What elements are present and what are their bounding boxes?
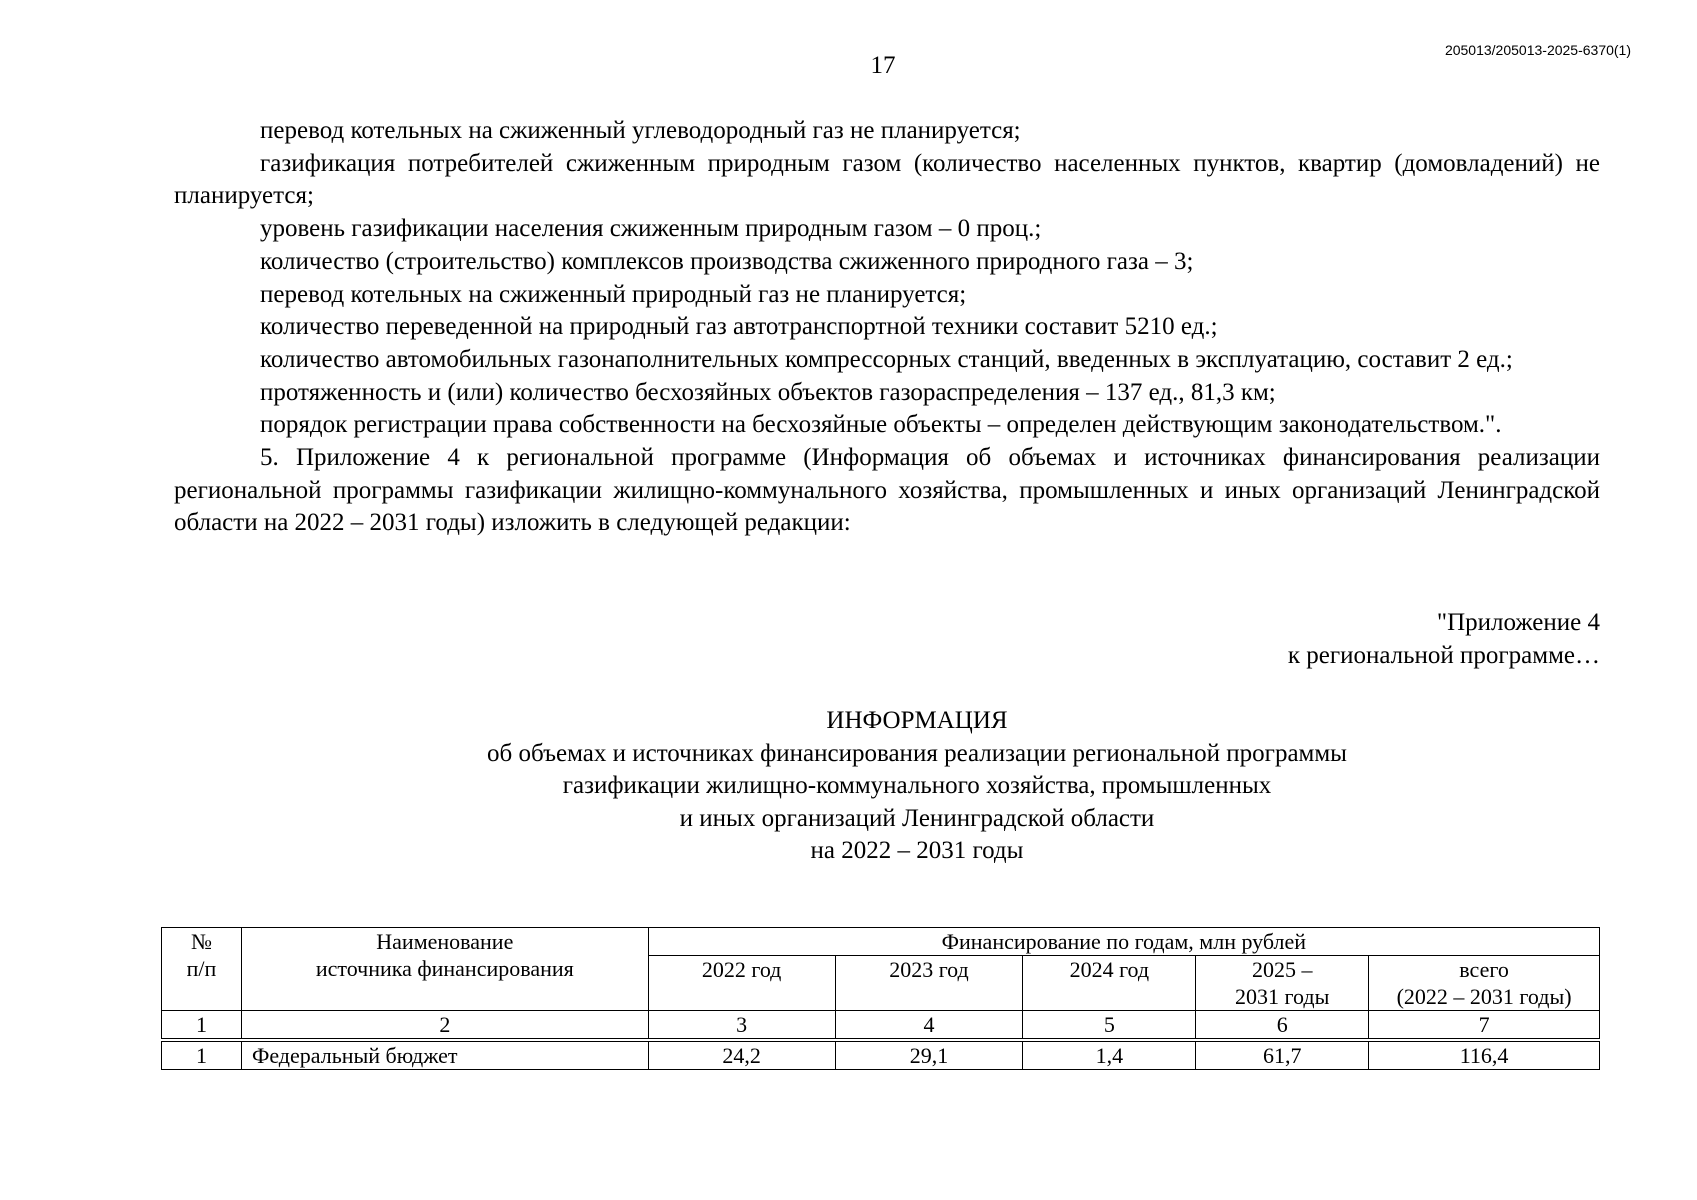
row-value-2022: 24,2 bbox=[648, 1040, 835, 1070]
title-line: на 2022 – 2031 годы bbox=[810, 837, 1024, 864]
row-source-name: Федеральный бюджет bbox=[241, 1040, 648, 1070]
col-2023-header: 2023 год bbox=[835, 956, 1023, 1011]
paragraph: количество (строительство) комплексов производства сжиженного природного газа – 3; bbox=[260, 247, 1194, 275]
table-header-row bbox=[162, 928, 1600, 956]
column-number: 5 bbox=[1023, 1011, 1196, 1041]
paragraph: порядок регистрации права собственности на бесхозяйные объекты – определен действующим законодательством.". bbox=[260, 411, 1502, 439]
row-value-total: 116,4 bbox=[1369, 1040, 1600, 1070]
column-number: 7 bbox=[1369, 1011, 1600, 1041]
row-value-2025-2031: 61,7 bbox=[1196, 1040, 1369, 1070]
document-body bbox=[174, 115, 1600, 540]
paragraph: количество автомобильных газонаполнительных компрессорных станций, введенных в эксплуатацию, составит 2 ед.; bbox=[260, 345, 1513, 373]
table-row bbox=[162, 1040, 1600, 1070]
column-number: 6 bbox=[1196, 1011, 1369, 1041]
title-line: газификации жилищно-коммунального хозяйства, промышленных bbox=[562, 772, 1272, 799]
paragraph: 5. Приложение 4 к региональной программе (Информация об объемах и источниках финансирования реализации региональной программы газификации жилищно-коммунального хозяйства, промышленных и иных организаций Ленинградской области на 2022 – 2031 годы) изложить в следующей редакции: bbox=[174, 444, 1600, 537]
paragraph: газификация потребителей сжиженным природным газом (количество населенных пунктов, квартир (домовладений) не планируется; bbox=[174, 149, 1600, 210]
appendix-ref-line2: к региональной программе… bbox=[1287, 642, 1600, 669]
col-total-header: всего (2022 – 2031 годы) bbox=[1369, 956, 1600, 1011]
appendix-ref-line1: "Приложение 4 bbox=[1436, 609, 1600, 636]
row-number: 1 bbox=[162, 1040, 242, 1070]
paragraph: количество переведенной на природный газ автотранспортной техники составит 5210 ед.; bbox=[260, 313, 1218, 341]
title-heading: ИНФОРМАЦИЯ bbox=[826, 707, 1008, 734]
row-value-2023: 29,1 bbox=[835, 1040, 1023, 1070]
col-2022-header: 2022 год bbox=[648, 956, 835, 1011]
paragraph: перевод котельных на сжиженный углеводородный газ не планируется; bbox=[260, 117, 1021, 144]
column-number: 3 bbox=[648, 1011, 835, 1041]
financing-table bbox=[161, 927, 1600, 1070]
col-source-header: Наименование источника финансирования bbox=[241, 928, 648, 1011]
title-line: и иных организаций Ленинградской области bbox=[679, 804, 1155, 832]
column-number: 4 bbox=[835, 1011, 1023, 1041]
col-2024-header: 2024 год bbox=[1023, 956, 1196, 1011]
document-title bbox=[174, 705, 1660, 868]
paragraph: перевод котельных на сжиженный природный газ не планируется; bbox=[260, 280, 967, 308]
col-2025-2031-header: 2025 – 2031 годы bbox=[1196, 956, 1369, 1011]
document-number: 205013/205013-2025-6370(1) bbox=[1444, 42, 1631, 58]
col-number-header: № п/п bbox=[162, 928, 242, 1011]
title-line: об объемах и источниках финансирования реализации региональной программы bbox=[487, 739, 1347, 767]
col-financing-header: Финансирование по годам, млн рублей bbox=[648, 928, 1599, 956]
page-number: 17 bbox=[870, 52, 896, 79]
table-numbering-row bbox=[162, 1011, 1600, 1041]
column-number: 1 bbox=[162, 1011, 242, 1041]
paragraph: протяженность и (или) количество бесхозяйных объектов газораспределения – 137 ед., 81,3 км; bbox=[260, 378, 1276, 406]
paragraph: уровень газификации населения сжиженным природным газом – 0 проц.; bbox=[260, 215, 1042, 243]
row-value-2024: 1,4 bbox=[1023, 1040, 1196, 1070]
column-number: 2 bbox=[241, 1011, 648, 1041]
